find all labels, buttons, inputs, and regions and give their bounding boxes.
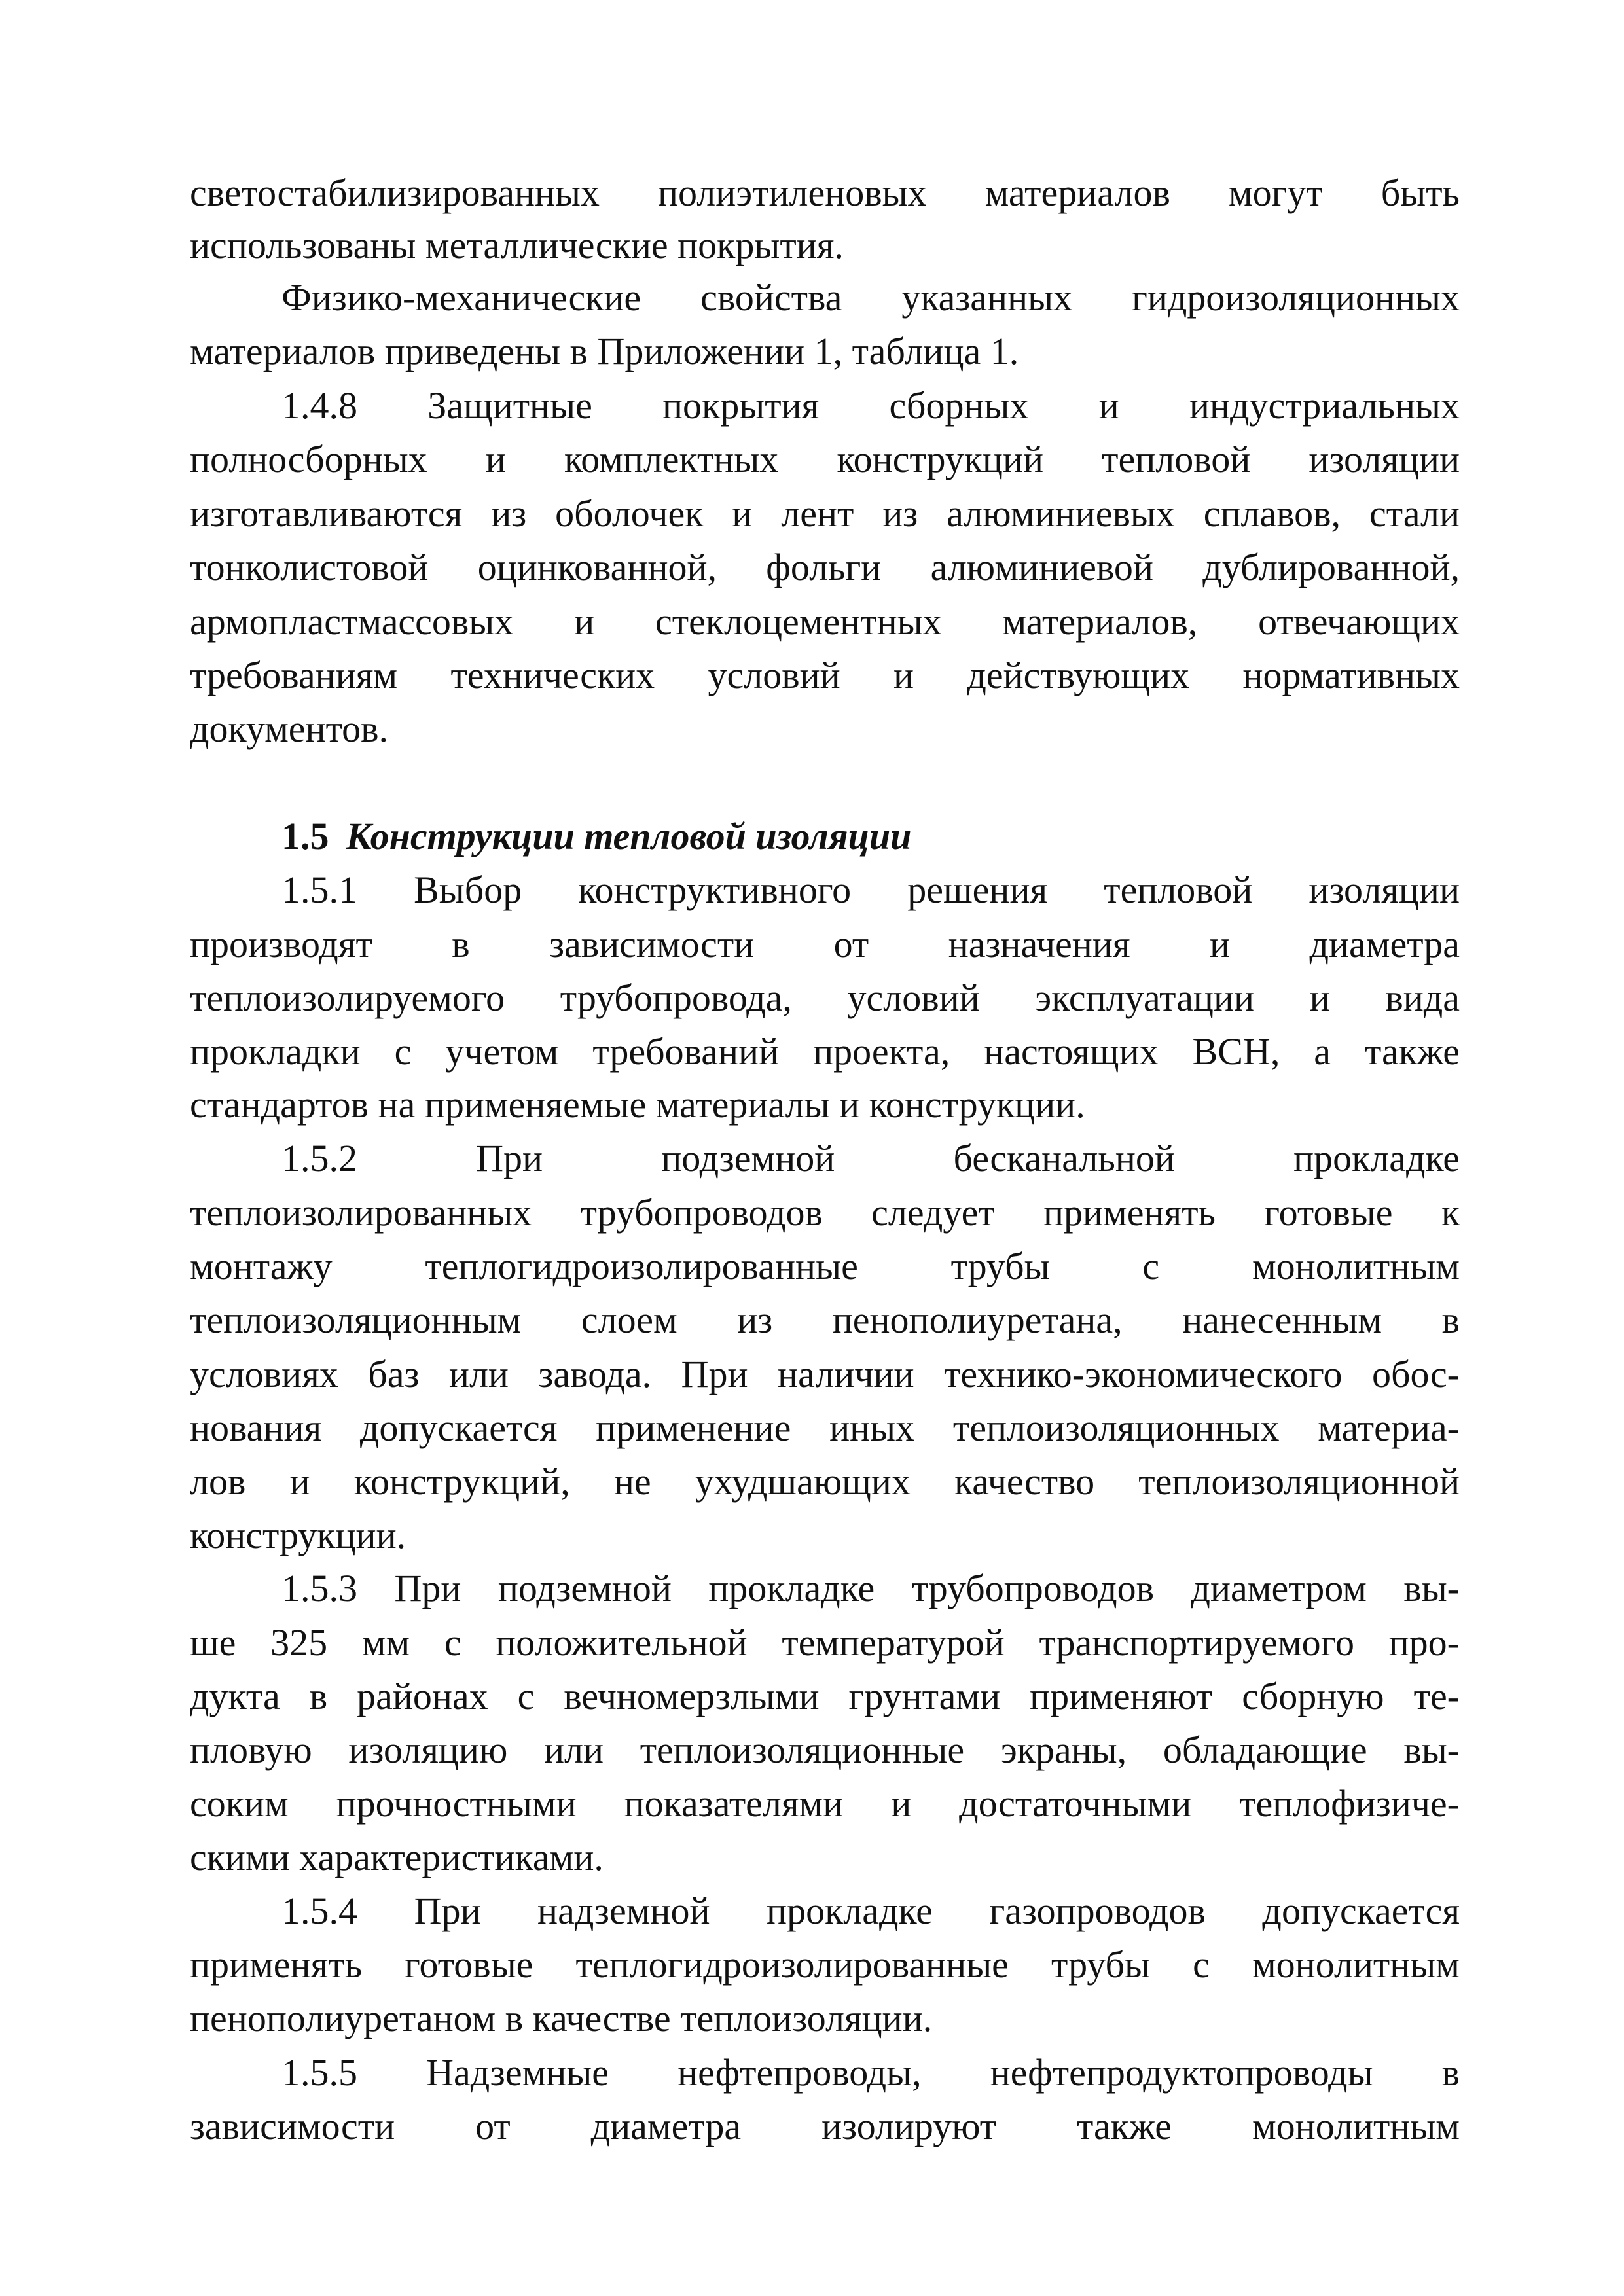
- text-line: 1.5.2 При подземной бесканальной прокладке: [281, 1137, 1460, 1179]
- text-line: соким прочностными показателями и достаточными теплофизиче-: [190, 1782, 1460, 1825]
- text-line: пенополиуретаном в качестве теплоизоляции.: [190, 1997, 933, 2039]
- text-line: теплоизоляционным слоем из пенополиуретана, нанесенным в: [190, 1299, 1460, 1341]
- text-line: изготавливаются из оболочек и лент из алюминиевых сплавов, стали: [190, 492, 1460, 535]
- text-line: документов.: [190, 708, 389, 750]
- text-line: стандартов на применяемые материалы и конструкции.: [190, 1083, 1085, 1126]
- text-line: дукта в районах с вечномерзлыми грунтами применяют сборную те-: [190, 1675, 1460, 1717]
- text-line: тонколистовой оцинкованной, фольги алюминиевой дублированной,: [190, 546, 1460, 588]
- text-line: светостабилизированных полиэтиленовых материалов могут быть: [190, 171, 1460, 214]
- text-line: производят в зависимости от назначения и диаметра: [190, 923, 1460, 965]
- text-line: нования допускается применение иных теплоизоляционных материа-: [190, 1407, 1460, 1449]
- text-line: условиях баз или завода. При наличии технико-экономического обос-: [190, 1353, 1460, 1395]
- section-title: Конструкции тепловой изоляции: [346, 815, 912, 857]
- text-line: использованы металлические покрытия.: [190, 224, 844, 266]
- text-line: применять готовые теплогидроизолированные трубы с монолитным: [190, 1943, 1460, 1986]
- text-line: конструкции.: [190, 1514, 406, 1556]
- text-line: требованиям технических условий и действующих нормативных: [190, 654, 1460, 696]
- text-line: 1.5.5 Надземные нефтепроводы, нефтепродуктопроводы в: [281, 2051, 1460, 2094]
- text-line: скими характеристиками.: [190, 1836, 604, 1878]
- section-number: 1.5: [281, 815, 329, 857]
- text-line: монтажу теплогидроизолированные трубы с монолитным: [190, 1245, 1460, 1287]
- text-line: теплоизолированных трубопроводов следует применять готовые к: [190, 1191, 1460, 1234]
- text-line: зависимости от диаметра изолируют также монолитным: [190, 2105, 1460, 2147]
- section-heading: [281, 810, 911, 863]
- text-line: прокладки с учетом требований проекта, настоящих ВСН, а также: [190, 1030, 1460, 1073]
- text-line: 1.5.1 Выбор конструктивного решения тепловой изоляции: [281, 869, 1460, 911]
- text-line: полносборных и комплектных конструкций тепловой изоляции: [190, 438, 1460, 480]
- text-line: материалов приведены в Приложении 1, таблица 1.: [190, 330, 1019, 372]
- text-line: армопластмассовых и стеклоцементных материалов, отвечающих: [190, 600, 1460, 643]
- text-line: пловую изоляцию или теплоизоляционные экраны, обладающие вы-: [190, 1729, 1460, 1771]
- text-line: 1.4.8 Защитные покрытия сборных и индустриальных: [281, 384, 1460, 427]
- text-line: лов и конструкций, не ухудшающих качество теплоизоляционной: [190, 1460, 1460, 1503]
- text-line: Физико-механические свойства указанных гидроизоляционных: [281, 276, 1460, 319]
- text-line: теплоизолируемого трубопровода, условий эксплуатации и вида: [190, 977, 1460, 1019]
- text-line: 1.5.4 При надземной прокладке газопроводов допускается: [281, 1890, 1460, 1932]
- text-line: ше 325 мм с положительной температурой транспортируемого про-: [190, 1621, 1460, 1664]
- text-line: 1.5.3 При подземной прокладке трубопроводов диаметром вы-: [281, 1567, 1460, 1609]
